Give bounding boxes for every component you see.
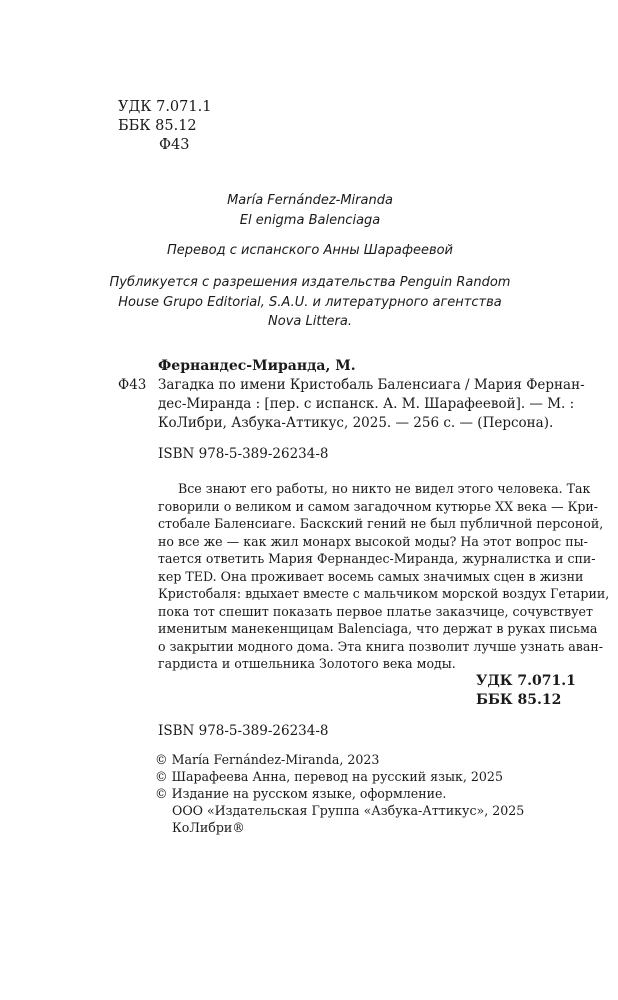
author-mark: Ф43	[159, 137, 190, 153]
catalog-isbn: ISBN 978-5-389-26234-8	[158, 446, 329, 462]
annotation-line: тается ответить Мария Фернандес-Миранда, журналистка и спи-	[158, 551, 596, 566]
permission-line: House Grupo Editorial, S.A.U. и литературного агентства	[118, 294, 502, 310]
permission-line: Nova Littera.	[268, 314, 352, 329]
permission-line: Публикуется с разрешения издательства Penguin Random	[109, 275, 511, 290]
annotation-line: кер TED. Она проживает восемь самых значимых сцен в жизни	[158, 568, 584, 584]
original-info	[110, 191, 510, 230]
copyright-line: © María Fernández-Miranda, 2023	[155, 752, 380, 767]
copyright-line: © Издание на русском языке, оформление.	[155, 786, 447, 801]
permission-note	[100, 273, 520, 332]
annotation-line: Все знают его работы, но никто не видел этого человека. Так	[178, 481, 591, 496]
original-title: El enigma Balenciaga	[239, 212, 381, 228]
copyright-line: © Шарафеева Анна, перевод на русский язык, 2025	[155, 769, 503, 784]
annotation-line: говорили о великом и самом загадочном кутюрье XX века — Кри-	[158, 498, 599, 514]
annotation-line: гардиста и отшельника Золотого века моды.	[158, 656, 456, 671]
annotation-line: стобале Баленсиаге. Баскский гений не был публичной персоной,	[158, 516, 604, 531]
translation-note: Перевод с испанского Анны Шарафеевой	[166, 243, 454, 258]
annotation-line: именитым манекенщицам Balenciaga, что держат в руках письма	[158, 621, 598, 636]
catalog-author-heading: Фернандес-Миранда, М.	[158, 358, 356, 374]
catalog-description-line: КоЛибри, Азбука-Аттикус, 2025. — 256 с. — (Персона).	[158, 415, 554, 431]
original-author: María Fernández-Miranda	[227, 193, 393, 208]
udk-code: УДК 7.071.1	[118, 99, 212, 115]
catalog-description-line: Загадка по имени Кристобаль Баленсиага / Мария Фернан-	[158, 377, 585, 393]
copyright-line: ООО «Издательская Группа «Азбука-Аттикус», 2025	[172, 803, 525, 818]
bottom-isbn: ISBN 978-5-389-26234-8	[158, 723, 329, 739]
catalog-description-line: дес-Миранда : [пер. с испанск. А. М. Шарафеевой]. — М. :	[158, 396, 575, 412]
bbk-code: ББК 85.12	[118, 118, 197, 134]
copyright-line: КоЛибри®	[172, 820, 245, 835]
annotation-line: но все же — как жил монарх высокой моды? На этот вопрос пы-	[158, 533, 588, 549]
annotation-line: Кристобаля: вдыхает вместе с мальчиком морской воздух Гетарии,	[158, 586, 610, 601]
annotation-line: пока тот спешит показать первое платье заказчице, сочувствует	[158, 603, 593, 619]
footer-codes	[476, 672, 576, 710]
annotation	[158, 480, 610, 673]
footer-bbk-code: ББК 85.12	[476, 692, 562, 708]
annotation-line: о закрытии модного дома. Эта книга позволит лучше узнать аван-	[158, 638, 604, 654]
footer-udk-code: УДК 7.071.1	[476, 673, 576, 689]
catalog-author-mark: Ф43	[118, 377, 147, 393]
